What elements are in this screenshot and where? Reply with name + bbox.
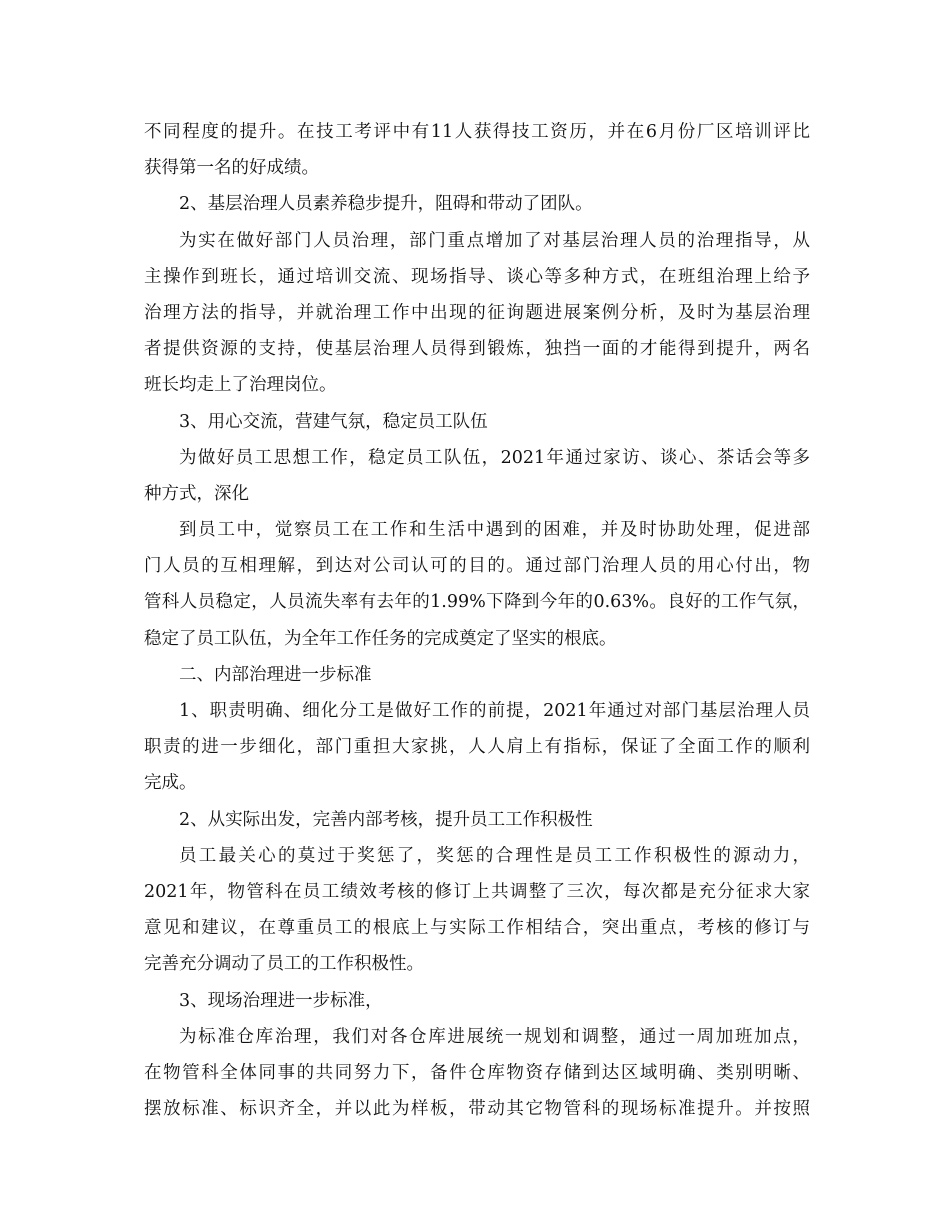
paragraph-line: 稳定了员工队伍，为全年工作任务的完成奠定了坚实的根底。 [144,628,617,649]
paragraph-line: 为做好员工思想工作，稳定员工队伍，2021年通过家访、谈心、茶话会等多 [179,447,810,468]
section-heading: 2、基层治理人员素养稳步提升，阻碍和带动了团队。 [179,194,593,215]
paragraph-line: 种方式，深化 [144,483,249,504]
paragraph-line: 在物管科全体同事的共同努力下，备件仓库物资存储到达区域明确、类别明晰、 [144,1062,810,1083]
section-heading: 2、从实际出发，完善内部考核，提升员工工作积极性 [179,809,593,830]
paragraph-line: 获得第一名的好成绩。 [144,158,319,179]
paragraph-line: 摆放标准、标识齐全，并以此为样板，带动其它物管科的现场标准提升。并按照 [144,1099,810,1120]
paragraph-line: 完成。 [144,773,197,794]
paragraph-line: 者提供资源的支持，使基层治理人员得到锻炼，独挡一面的才能得到提升，两名 [144,339,810,360]
section-heading: 二、内部治理进一步标准 [179,664,372,685]
paragraph-line: 2021年，物管科在员工绩效考核的修订上共调整了三次，每次都是充分征求大家 [144,881,810,902]
paragraph-line: 主操作到班长，通过培训交流、现场指导、谈心等多种方式，在班组治理上给予 [144,266,810,287]
paragraph-line: 1、职责明确、细化分工是做好工作的前提，2021年通过对部门基层治理人员 [179,701,810,721]
paragraph-line: 为标准仓库治理，我们对各仓库进展统一规划和调整，通过一周加班加点， [179,1026,810,1047]
paragraph-line: 治理方法的指导，并就治理工作中出现的征询题进展案例分析，及时为基层治理 [144,302,810,323]
section-heading: 3、用心交流，营建气氛，稳定员工队伍 [179,411,488,432]
paragraph-line: 管科人员稳定，人员流失率有去年的1.99%下降到今年的0.63%。良好的工作气氛， [144,592,810,613]
paragraph-line: 到员工中，觉察员工在工作和生活中遇到的困难，并及时协助处理，促进部 [179,520,810,541]
paragraph-line: 班长均走上了治理岗位。 [144,375,337,396]
body-text [144,114,810,1127]
paragraph-line: 不同程度的提升。在技工考评中有11人获得技工资历，并在6月份厂区培训评比 [144,122,810,142]
paragraph-line: 为实在做好部门人员治理，部门重点增加了对基层治理人员的治理指导，从 [179,230,810,251]
paragraph-line: 意见和建议，在尊重员工的根底上与实际工作相结合，突出重点，考核的修订与 [144,918,810,939]
paragraph-line: 职责的进一步细化，部门重担大家挑，人人肩上有指标，保证了全面工作的顺利 [144,737,810,758]
section-heading: 3、现场治理进一步标准， [179,990,383,1011]
paragraph-line: 门人员的互相理解，到达对公司认可的目的。通过部门治理人员的用心付出，物 [144,556,810,577]
paragraph-line: 员工最关心的莫过于奖惩了，奖惩的合理性是员工工作积极性的源动力， [179,845,810,866]
paragraph-line: 完善充分调动了员工的工作积极性。 [144,954,424,975]
